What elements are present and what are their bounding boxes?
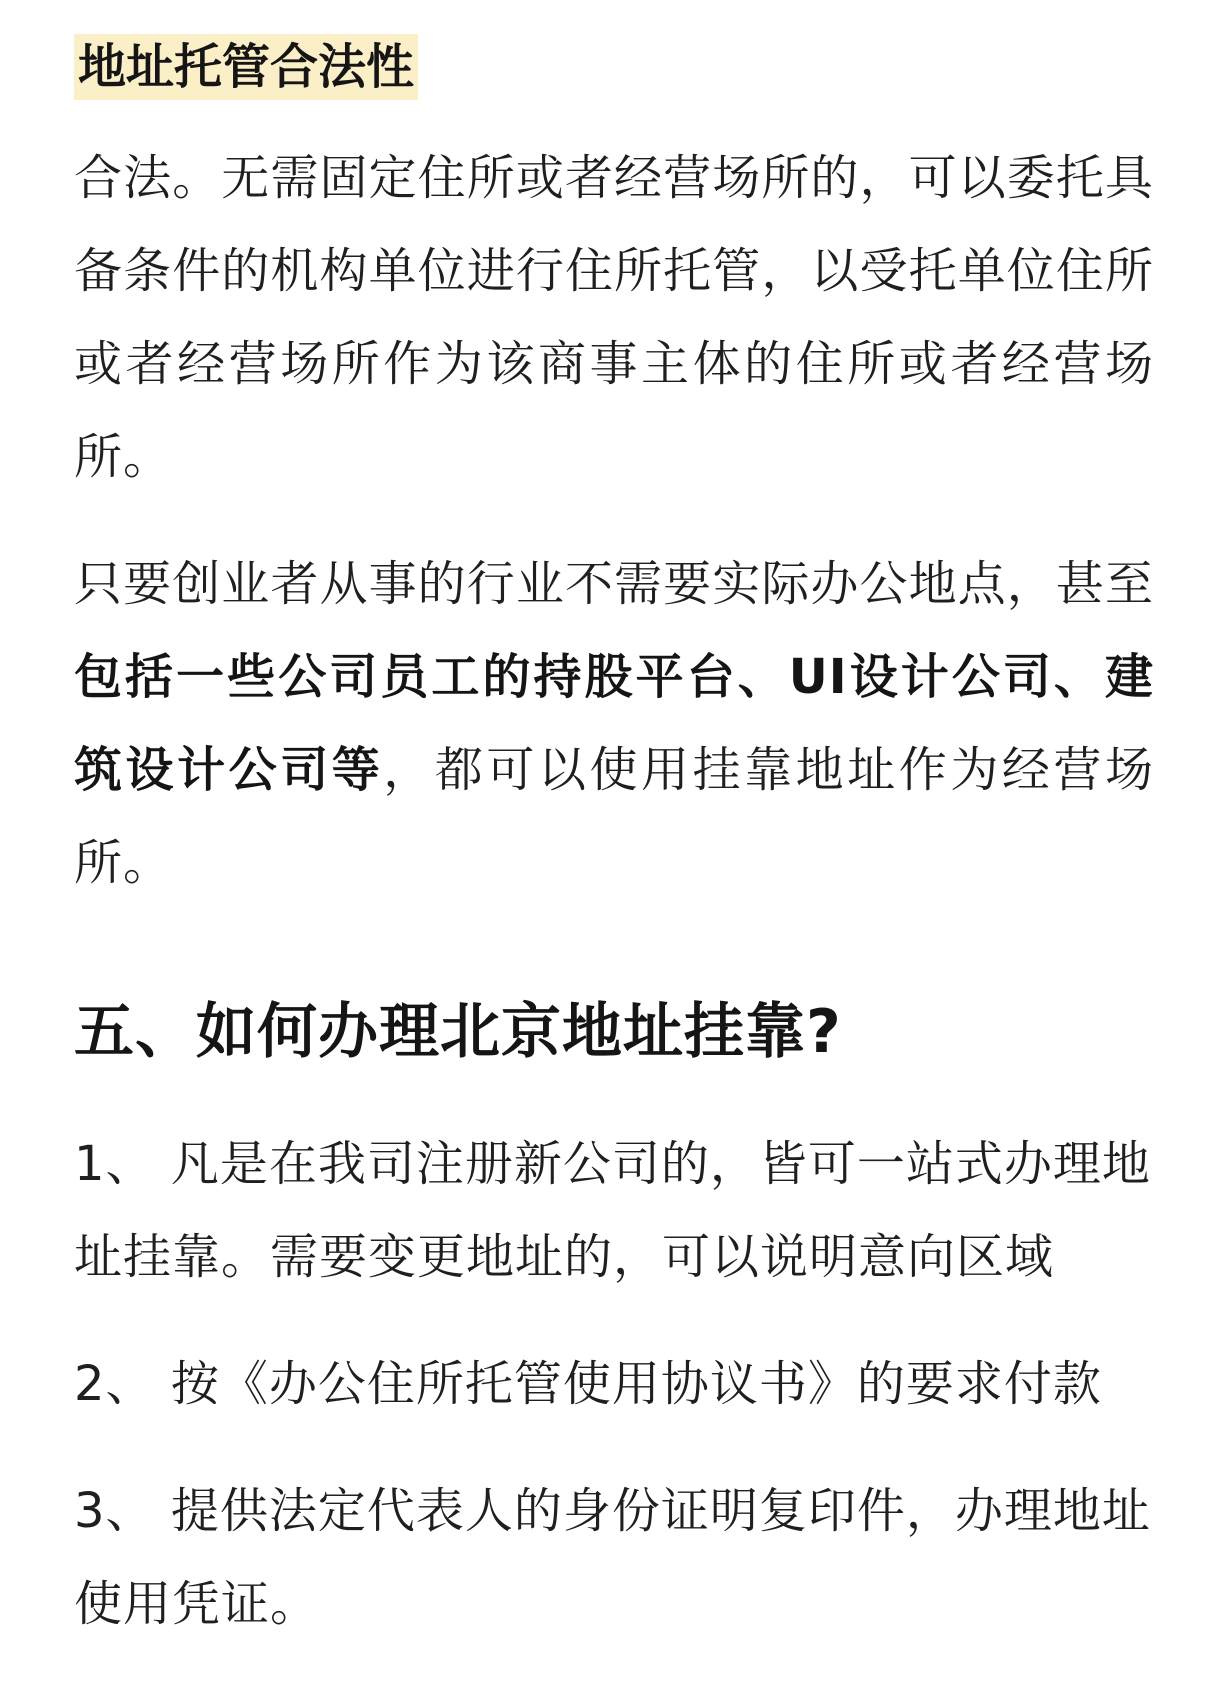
article-content [74,34,1154,1651]
paragraph-bold-examples: 包括一些公司员工的持股平台、UI设计公司、建筑设计公司等 [74,649,1154,798]
list-item [74,1338,1154,1431]
list-item-number: 3、 [74,1483,155,1539]
list-item-number: 1、 [74,1136,155,1192]
section-title: 地址托管合法性 [74,34,418,100]
section-heading: 五、如何办理北京地址挂靠? [74,997,842,1067]
list-item [74,1118,1154,1304]
list-item-text: 提供法定代表人的身份证明复印件，办理地址使用凭证。 [74,1483,1151,1632]
paragraph-applicable-industries [74,538,1154,910]
list-item-text: 按《办公住所托管使用协议书》的要求付款 [170,1356,1102,1412]
paragraph-legality: 合法。无需固定住所或者经营场所的，可以委托具备条件的机构单位进行住所托管，以受托单位住所或者经营场所作为该商事主体的住所或者经营场所。 [74,150,1154,485]
paragraph-prefix: 只要创业者从事的行业不需要实际办公地点，甚至 [74,556,1154,612]
list-item [74,1465,1154,1651]
list-item-number: 2、 [74,1356,155,1412]
list-item-text: 凡是在我司注册新公司的，皆可一站式办理地址挂靠。需要变更地址的，可以说明意向区域 [74,1136,1151,1285]
paragraph-suffix: ，都可以使用挂靠地址作为经营场所。 [74,742,1154,891]
